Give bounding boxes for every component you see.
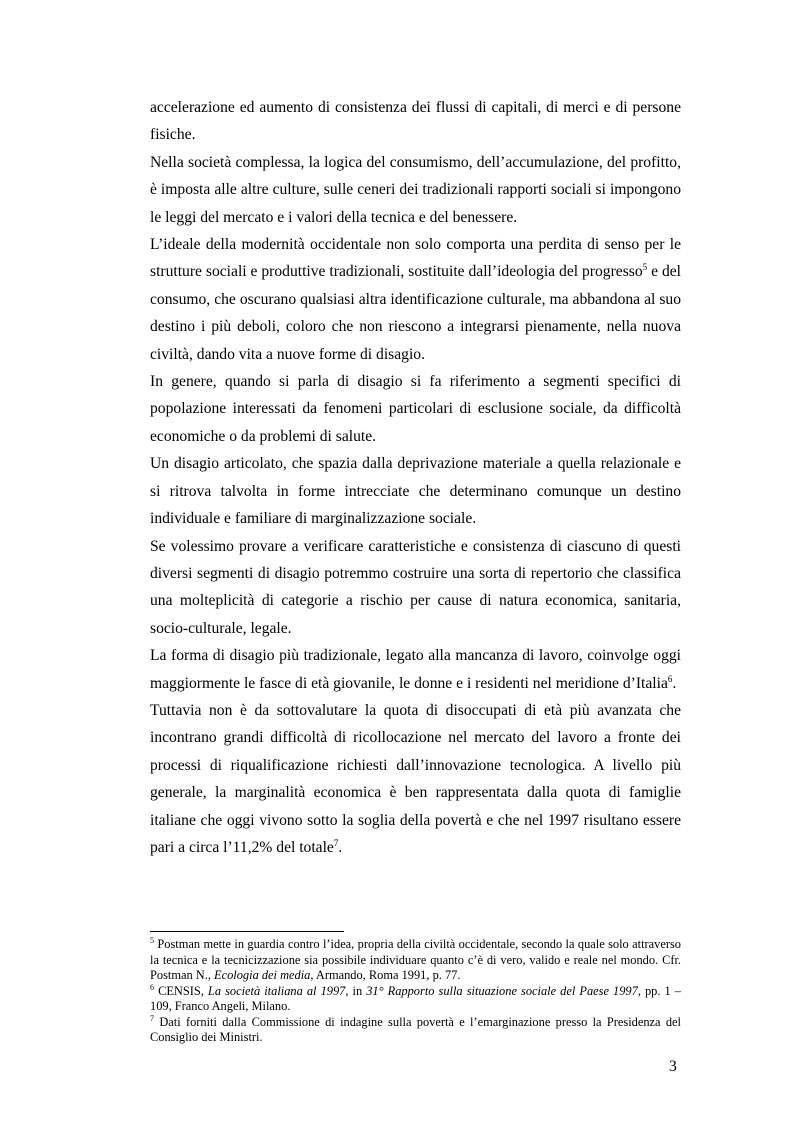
paragraph-7: La forma di disagio più tradizionale, legato alla mancanza di lavoro, coinvolge oggi maggiormente le fasce di età giovanile, le donne e i residenti nel meridione d’Italia$^6$. xyxy=(150,647,681,692)
paragraph-8: Tuttavia non è da sottovalutare la quota di disoccupati di età più avanzata che incontrano grandi difficoltà di ricollocazione nel mercato del lavoro a fronte dei processi di riqualificazione richiesti dall’innovazione tecnologica. A livello più generale, la marginalità economica è ben rappresentata dalla quota di famiglie italiane che oggi vivono sotto la soglia della povertà e che nel 1997 risultano essere pari a circa l’11,2% del totale$^7$. xyxy=(150,701,681,856)
footnotes xyxy=(150,937,681,1046)
footnote-5: $^5$ Postman mette in guardia contro l’idea, propria della civiltà occidentale, secondo la quale solo attraverso la tecnica e la tecnicizzazione sia possibile individuare quanto c’è di vero, valido e reale nel mondo. Cfr. Postman N., Ecologia dei media, Armando, Roma 1991, p. 77. xyxy=(150,936,681,982)
paragraph-5: Un disagio articolato, che spazia dalla deprivazione materiale a quella relazionale e si ritrova talvolta in forme intrecciate che determinano comunque un destino individuale e familiare di marginalizzazione sociale. xyxy=(150,455,681,528)
footnote-ref-7: 7 xyxy=(333,837,339,848)
footnote-separator xyxy=(150,931,344,932)
paragraph-4: In genere, quando si parla di disagio si fa riferimento a segmenti specifici di popolazione interessati da fenomeni particolari di esclusione sociale, da difficoltà economiche o da problemi di salute. xyxy=(150,373,681,445)
footnote-6: $^6$ CENSIS, La società italiana al 1997, in 31° Rapporto sulla situazione sociale del Paese 1997, pp. 1 – 109, Franco Angeli, Milano. xyxy=(150,982,681,1013)
page-number: 3 xyxy=(669,1058,677,1075)
paragraph-6: Se volessimo provare a verificare caratteristiche e consistenza di ciascuno di questi diversi segmenti di disagio potremmo costruire una sorta di repertorio che classifica una molteplicità di categorie a rischio per cause di natura economica, sanitaria, socio-culturale, legale. xyxy=(150,537,681,637)
paragraph-1: accelerazione ed aumento di consistenza dei flussi di capitali, di merci e di persone fisiche. xyxy=(150,99,681,144)
footnote-ref-5: 5 xyxy=(642,262,648,273)
body-text xyxy=(150,94,681,861)
paragraph-3: L’ideale della modernità occidentale non solo comporta una perdita di senso per le strutture sociali e produttive tradizionali, sostituite dall’ideologia del progresso$^5$ e del consumo, che oscurano qualsiasi altra identificazione culturale, ma abbandona al suo destino i più deboli, coloro che non riescono a integrarsi pienamente, nella nuova civiltà, dando vita a nuove forme di disagio. xyxy=(150,236,681,363)
paragraph-2: Nella società complessa, la logica del consumismo, dell’accumulazione, del profitto, è imposta alle altre culture, sulle ceneri dei tradizionali rapporti sociali si impongono le leggi del mercato e i valori della tecnica e del benessere. xyxy=(150,153,681,226)
footnote-ref-6: 6 xyxy=(667,673,673,684)
footnote-7: $^7$ Dati forniti dalla Commissione di indagine sulla povertà e l’emarginazione presso la Presidenza del Consiglio dei Ministri. xyxy=(150,1013,681,1044)
